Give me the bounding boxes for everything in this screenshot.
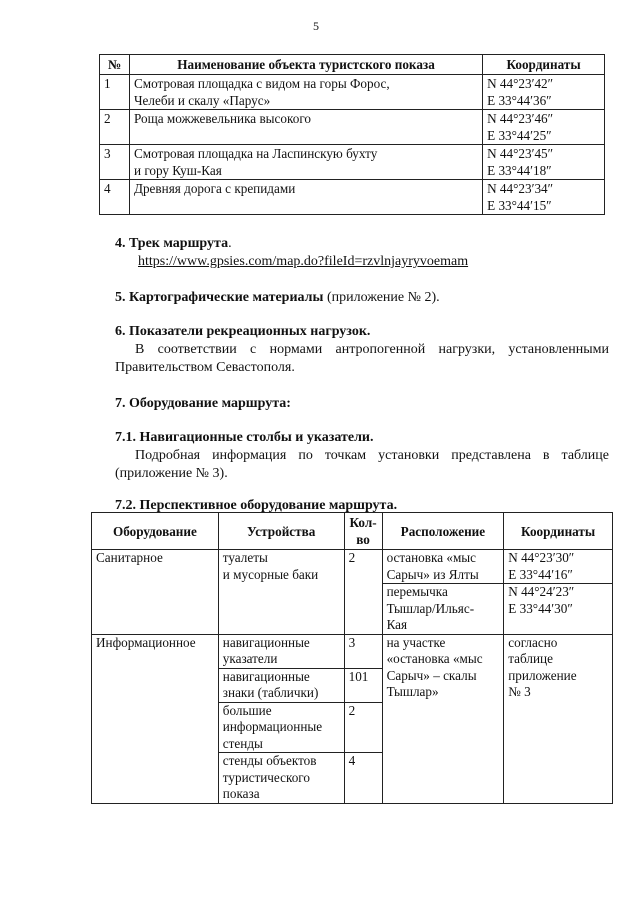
section-4-heading: 4. Трек маршрута.	[115, 236, 232, 251]
header-coordinates: Координаты	[504, 513, 613, 550]
row-coordinates: N 44°23′42″ E 33°44′36″	[483, 75, 605, 110]
equipment-table	[91, 512, 613, 804]
device-name: большие информационные стенды	[218, 702, 344, 753]
row-object-name: Смотровая площадка на Ласпинскую бухту и гору Куш-Кая	[129, 145, 482, 180]
header-equipment: Оборудование	[92, 513, 219, 550]
row-coordinates: N 44°23′34″ E 33°44′15″	[483, 180, 605, 215]
row-coordinates: N 44°23′46″ E 33°44′25″	[483, 110, 605, 145]
section-7-2-title: 7.2. Перспективное оборудование маршрута.	[115, 498, 398, 513]
table-row	[100, 180, 605, 215]
row-number: 2	[100, 110, 130, 145]
location: перемычка Тышлар/Ильяс- Кая	[382, 584, 504, 635]
section-6-heading	[115, 323, 609, 341]
section-6-text: В соответствии с нормами антропогенной нагрузки, установленными Правительством Севастополя.	[115, 342, 609, 375]
section-5-heading	[115, 289, 609, 307]
device-name: стенды объектов туристического показа	[218, 753, 344, 804]
device-name: навигационные указатели	[218, 634, 344, 668]
table-header-row	[92, 513, 613, 550]
coordinates: согласно таблице приложение № 3	[504, 634, 613, 803]
coordinates: N 44°24′23″ E 33°44′30″	[504, 584, 613, 635]
coordinates: N 44°23′30″ E 33°44′16″	[504, 550, 613, 584]
header-location: Расположение	[382, 513, 504, 550]
header-coordinates: Координаты	[483, 55, 605, 75]
section-5-title: 5. Картографические материалы	[115, 290, 324, 305]
section-7-title: 7. Оборудование маршрута:	[115, 396, 291, 411]
device-quantity: 2	[344, 702, 382, 753]
table-row	[92, 634, 613, 668]
location: остановка «мыс Сарыч» из Ялты	[382, 550, 504, 584]
table-row	[92, 550, 613, 584]
category-information: Информационное	[92, 634, 219, 803]
section-5-text: (приложение № 2).	[323, 290, 440, 305]
table-row	[100, 75, 605, 110]
section-4-title: 4. Трек маршрута	[115, 236, 229, 251]
row-number: 4	[100, 180, 130, 215]
header-number: №	[100, 55, 130, 75]
gps-track-link[interactable]: https://www.gpsies.com/map.do?fileId=rzvlnjayryvoemam	[138, 254, 469, 269]
device-quantity: 3	[344, 634, 382, 668]
row-number: 3	[100, 145, 130, 180]
category-sanitary: Санитарное	[92, 550, 219, 635]
section-7-1-text: Подробная информация по точкам установки представлена в таблице (приложение № 3).	[115, 448, 609, 481]
header-devices: Устройства	[218, 513, 344, 550]
tourist-objects-table	[99, 54, 605, 215]
section-7-1-heading	[115, 429, 609, 447]
section-7-1-title: 7.1. Навигационные столбы и указатели.	[115, 430, 374, 445]
row-number: 1	[100, 75, 130, 110]
device-quantity: 4	[344, 753, 382, 804]
header-object-name: Наименование объекта туристского показа	[129, 55, 482, 75]
device-name: навигационные знаки (таблички)	[218, 668, 344, 702]
table-row	[100, 110, 605, 145]
page-number: 5	[313, 19, 319, 33]
section-6-title: 6. Показатели рекреационных нагрузок.	[115, 324, 371, 339]
device-quantity: 2	[344, 550, 382, 635]
header-quantity: Кол- во	[344, 513, 382, 550]
location: на участке «остановка «мыс Сарыч» – скалы Тышлар»	[382, 634, 504, 803]
row-object-name: Роща можжевельника высокого	[129, 110, 482, 145]
table-row	[100, 145, 605, 180]
table-header-row	[100, 55, 605, 75]
device-name: туалеты и мусорные баки	[218, 550, 344, 635]
device-quantity: 101	[344, 668, 382, 702]
section-7-heading	[115, 395, 609, 413]
row-coordinates: N 44°23′45″ E 33°44′18″	[483, 145, 605, 180]
row-object-name: Древняя дорога с крепидами	[129, 180, 482, 215]
row-object-name: Смотровая площадка с видом на горы Форос, Челеби и скалу «Парус»	[129, 75, 482, 110]
